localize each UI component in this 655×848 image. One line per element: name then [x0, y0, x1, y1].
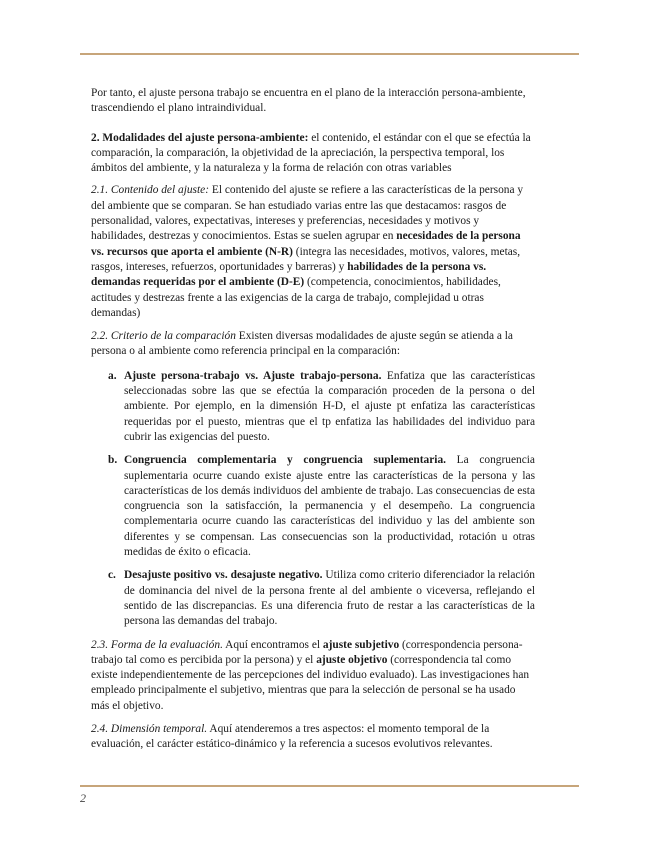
section-2-3-bold-1: ajuste subjetivo	[322, 638, 400, 651]
section-2-4-title: 2.4. Dimensión temporal.	[91, 722, 208, 735]
section-2-1-bold-1: necesidades de la persona vs. recursos que aporta el ambiente (N-R)	[91, 230, 521, 258]
page-number: 2	[80, 791, 86, 805]
list-item	[91, 369, 535, 445]
section-2-1-text-1: El contenido del ajuste se refiere a las características de la persona y del ambiente que se comparan. Se han estudiado varias entre las que destacamos: rasgos de personalidad, valores, expectativas, intereses y preferencias, necesidades y motivos y habilidades, destrezas y conocimientos. Estas se suelen agrupar en	[91, 184, 524, 243]
section-2-2-title: 2.2. Criterio de la comparación	[91, 330, 236, 343]
list-marker: b.	[108, 454, 118, 467]
section-2-heading: 2. Modalidades del ajuste persona-ambiente:	[91, 131, 309, 144]
section-2-3-text-1: Aquí encontramos el	[222, 638, 323, 651]
header-rule	[80, 53, 579, 55]
list-item-text: Enfatiza que las características seleccionadas sobre las que se efectúa la comparación proceden de la persona o del ambiente. Por ejemplo, en la dimensión H-D, el ajuste pt enfatiza las características requeridas por el puesto, mientras que el tp enfatiza las habilidades del individuo para cubrir las exigencias del puesto.	[124, 369, 535, 443]
list-marker: c.	[108, 569, 116, 582]
section-2-1-text-2: (integra las necesidades, motivos, valores, metas, rasgos, intereses, refuerzos, oportunidades y barreras) y	[91, 245, 521, 273]
list-item-heading: Desajuste positivo vs. desajuste negativo.	[124, 569, 323, 582]
section-2-text: el contenido, el estándar con el que se efectúa la comparación, la comparación, la objetividad de la apreciación, la perspectiva temporal, los ámbitos del ambiente, y la naturaleza y la forma de relación con otras variables	[91, 131, 531, 175]
list-item-text: La congruencia suplementaria ocurre cuando existe ajuste entre las características de la persona y las características de los demás individuos del ambiente de trabajo. Las consecuencias de esta congruencia son la satisfacción, la permanencia y el desempeño. La congruencia complementaria ocurre cuando las características del individuo y las del ambiente son diferentes y se compensan. Las consecuencias son la productividad, rotación u otras medidas de éxito o eficacia.	[124, 454, 535, 559]
list-item	[91, 568, 535, 629]
section-2-paragraph	[91, 131, 535, 177]
section-2-3-text-3: (correspondencia tal como existe independientemente de las percepciones del individuo evaluado). Las investigaciones han empleado principalmente el subjetivo, mientras que para la selección de personal se ha usado más el objetivo.	[91, 653, 530, 712]
section-2-4-paragraph	[91, 722, 535, 753]
section-2-1-paragraph	[91, 183, 535, 321]
section-2-1-text-3: (competencia, conocimientos, habilidades, actitudes y destrezas frente a las exigencias de la carga de trabajo, complejidad u otras demandas)	[91, 276, 501, 319]
section-2-2-text: Existen diversas modalidades de ajuste según se atienda a la persona o al ambiente como referencia principal en la comparación:	[91, 330, 513, 358]
page-body	[91, 86, 535, 753]
list-marker: a.	[108, 369, 117, 382]
footer-rule	[80, 785, 579, 787]
section-2-2-paragraph	[91, 329, 535, 360]
section-2-1-title: 2.1. Contenido del ajuste:	[91, 184, 210, 197]
section-2-3-title: 2.3. Forma de la evaluación.	[91, 638, 223, 651]
intro-paragraph: Por tanto, el ajuste persona trabajo se encuentra en el plano de la interacción persona-ambiente, trascendiendo el plano intraindividual.	[91, 87, 526, 115]
list-item-heading: Congruencia complementaria y congruencia suplementaria.	[124, 454, 446, 467]
section-2-3-paragraph	[91, 638, 535, 714]
comparison-criteria-list	[91, 369, 535, 630]
section-2-1-bold-2: habilidades de la persona vs. demandas requeridas por el ambiente (D-E)	[91, 260, 487, 289]
list-item-text: Utiliza como criterio diferenciador la relación de dominancia del nivel de la persona frente al del ambiente o viceversa, reflejando el sentido de las discrepancias. Es una diferencia fruto de restar a las características de la persona las demandas del trabajo.	[124, 569, 535, 628]
list-item-heading: Ajuste persona-trabajo vs. Ajuste trabajo-persona.	[124, 369, 382, 382]
section-2-3-text-2: (correspondencia persona-trabajo tal como es percibida por la persona) y el	[91, 638, 523, 666]
section-2-4-text: Aquí atenderemos a tres aspectos: el momento temporal de la evaluación, el carácter estático-dinámico y la referencia a sucesos evolutivos relevantes.	[91, 722, 493, 751]
section-2-3-bold-2: ajuste objetivo	[316, 653, 388, 666]
list-item	[91, 453, 535, 560]
